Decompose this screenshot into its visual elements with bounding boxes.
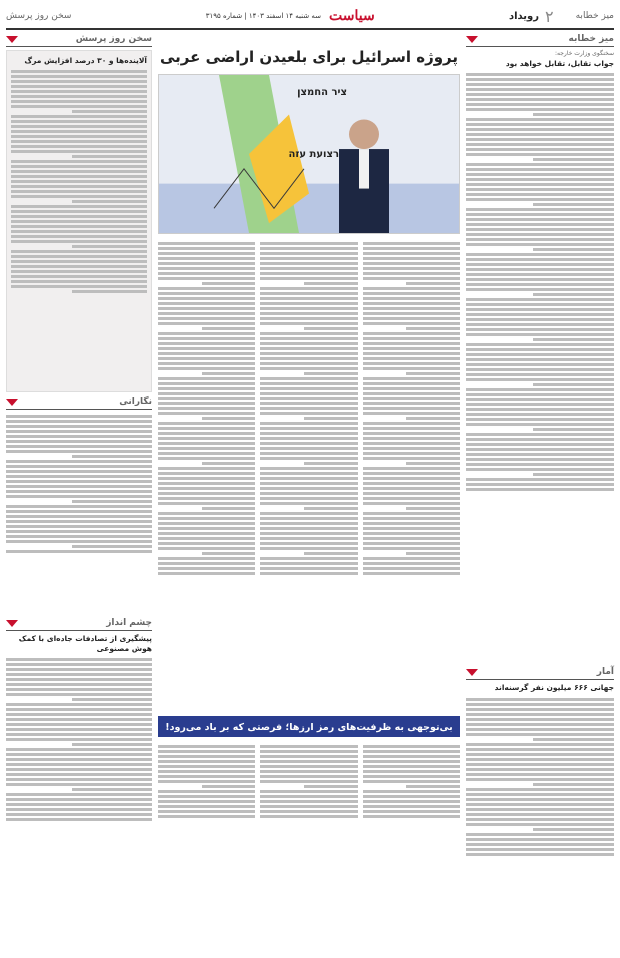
left-column-label: سخن روز پرسش <box>6 11 72 21</box>
triangle-marker-icon <box>6 620 18 627</box>
section-name: رویداد <box>508 10 540 22</box>
triangle-marker-icon <box>466 36 478 43</box>
map-label: רצועת עזה <box>288 149 339 160</box>
main-column <box>158 34 460 950</box>
article-kicker: سخنگوی وزارت خارجه: <box>554 50 614 57</box>
stat-body <box>466 696 614 926</box>
bottom-article-text <box>363 743 460 853</box>
bottom-article-text <box>260 743 357 853</box>
main-article-text <box>158 240 255 710</box>
lead-photo <box>158 74 460 234</box>
right-column <box>466 34 614 950</box>
left-box2-title <box>6 397 152 410</box>
header-right <box>509 7 614 26</box>
main-article-text <box>363 240 460 710</box>
right-box-label: میز خطابه <box>568 34 614 44</box>
page-header <box>6 4 614 30</box>
stat-box-title <box>466 667 614 680</box>
left-box-title <box>6 34 152 47</box>
left-article-headline: آلاینده‌ها و ۳۰ درصد افزایش مرگ <box>24 56 147 65</box>
header-center <box>206 8 375 24</box>
left-box2-body <box>6 413 152 613</box>
triangle-marker-icon <box>6 36 18 43</box>
left-box3-label: چشم انداز <box>106 618 152 629</box>
bottom-headline: بی‌توجهی به ظرفیت‌های رمز ارزها؛ فرصتی که بر باد می‌رود! <box>158 718 460 737</box>
page-number: ۲ <box>545 6 554 26</box>
left-box3-body <box>6 656 152 891</box>
article-headline: جواب تقابل، تقابل خواهد بود <box>505 59 614 68</box>
date-line: سه شنبه ۱۴ اسفند ۱۴۰۳ | شماره ۳۱۹۵ <box>205 12 321 20</box>
main-headline: پروژه اسرائیل برای بلعیدن اراضی عربی <box>159 48 459 66</box>
left-box-label: سخن روز پرسش <box>75 34 152 44</box>
left-box2-label: نگارانی <box>119 397 152 408</box>
bottom-article-text <box>158 743 255 853</box>
right-box-title <box>466 34 614 47</box>
stat-box-label: آمار <box>596 667 614 678</box>
bottom-article-columns <box>158 743 460 853</box>
bottom-article <box>158 716 460 853</box>
left-box3-title <box>6 618 152 631</box>
map-label: ציר החמצן <box>297 87 347 98</box>
triangle-marker-icon <box>466 669 478 676</box>
left-article-body <box>11 68 147 388</box>
left-column <box>6 34 152 950</box>
main-article-columns <box>158 240 460 710</box>
left-box3-headline: پیشگیری از تصادفات جاده‌ای با کمک هوش مصنوعی <box>18 634 152 653</box>
header-left <box>6 11 71 21</box>
left-article-box <box>6 50 152 392</box>
triangle-marker-icon <box>6 399 18 406</box>
right-column-label: میز خطابه <box>575 11 614 21</box>
article-body <box>466 71 614 661</box>
stat-headline: جهانی ۶۶۶ میلیون نفر گرسنه‌اند <box>494 683 614 693</box>
main-article-text <box>260 240 357 710</box>
newspaper-logo: سیاست <box>328 8 375 24</box>
